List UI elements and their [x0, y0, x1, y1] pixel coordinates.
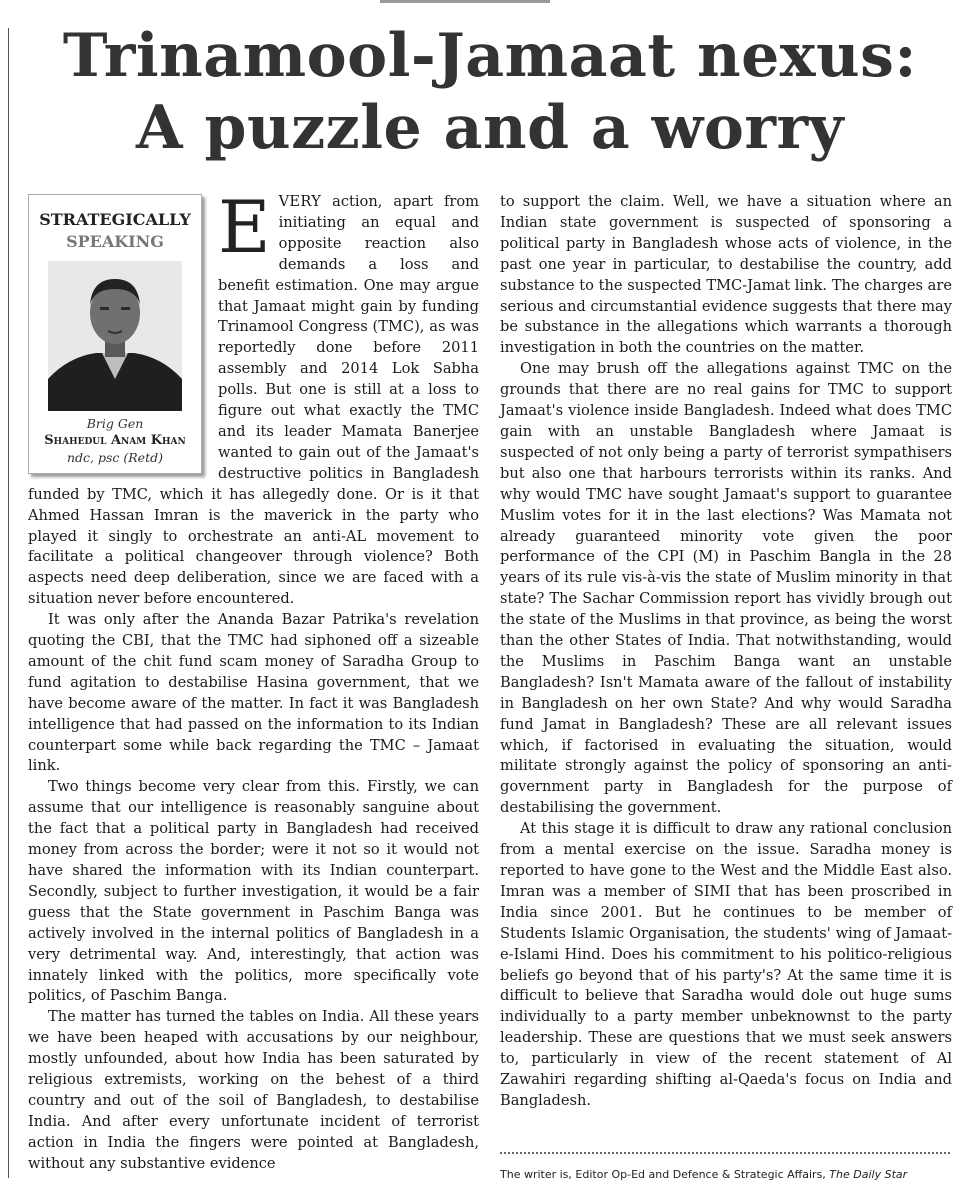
byline-box [28, 194, 202, 474]
headline-line-1: Trinamool-Jamaat nexus: [62, 21, 918, 91]
paragraph-1-text: action, apart from initiating an equal and opposite reaction also demands a loss and benefit estimation. One may argue that Jamaat might gain by funding Trinamool Congress (TMC), as was reportedly done before 2011 assembly and 2014 Lok Sabha polls. But one is still at a loss to figure out what exactly the TMC and its leader Mamata Banerjee wanted to gain out of the Jamaat's destructive politics in Bangladesh funded by TMC, which it has allegedly done. Or is it that Ahmed Hassan Imran is the maverick in the party who played it singly to orchestrate an anti-AL movement to facilitate a political changeover through violence? Both aspects need deep deliberation, since we are faced with a situation never before encountered. [28, 193, 479, 608]
author-credentials: ndc, psc (Retd) [67, 450, 163, 465]
paragraph-3: Two things become very clear from this. Firstly, we can assume that our intelligence is reasonably sanguine about the fact that a political party in Bangladesh had received money from across the border; were it not so it would not have shared the information with its Indian counterpart. Secondly, subject to further investigation, it would be a fair guess that the State government in Paschim Banga was actively involved in the internal politics of Bangladesh in a very detrimental way. And, interestingly, that action was innately linked with the politics, more specifically vote politics, of Paschim Banga. [28, 778, 479, 1005]
paragraph-6: At this stage it is difficult to draw any rational conclusion from a mental exercise on the issue. Saradha money is reported to have gone to the West and the Middle East also. Imran was a member of SIMI that has been proscribed in India since 2001. But he continues to be member of Students Islamic Organisation, the students' wing of Jamaat-e-Islami Hind. Does his commitment to his politico-religious beliefs go beyond that of his party's? At the same time it is difficult to believe that Saradha would dole out huge sums individually to a party member unbeknownst to the party leadership. These are questions that we must seek answers to, particularly in view of the recent statement of Al Zawahiri regarding shifting al-Qaeda's focus on India and Bangladesh. [500, 820, 952, 1109]
paragraph-2: It was only after the Ananda Bazar Patrika's revelation quoting the CBI, that the TMC had siphoned off a sizeable amount of the chit fund scam money of Saradha Group to fund agitation to destabilise Hasina government, that we have become aware of the matter. In fact it was Bangladesh intelligence that had passed on the information to its Indian counterpart some while back regarding the TMC – Jamaat link. [28, 611, 479, 775]
paragraph-4-continued: to support the claim. Well, we have a situation where an Indian state government is suspected of sponsoring a political party in Bangladesh whose acts of violence, in the past one year in particular, to destabilise the country, add substance to the suspected TMC-Jamat link. The charges are serious and circumstantial evidence suggests that there may be substance in the allegations which warrants a thorough investigation in both the countries on the matter. [500, 193, 952, 357]
author-photo [48, 261, 182, 411]
headline [30, 20, 950, 164]
footnote-divider [500, 1152, 950, 1154]
lead-caps: VERY [278, 193, 322, 210]
column-name-line-1: STRATEGICALLY [39, 210, 191, 229]
paragraph-4: The matter has turned the tables on India. All these years we have been heaped with accusations by our neighbour, mostly unfounded, about how India has been saturated by religious extremists, working on the behest of a third country and out of the soil of Bangladesh, to destabilise India. And after every unfortunate incident of terrorist action in India the fingers were pointed at Bangladesh, without any substantive evidence [28, 1008, 479, 1172]
footnote-text: The writer is, Editor Op-Ed and Defence & Strategic Affairs, [500, 1168, 830, 1181]
headline-line-2: A puzzle and a worry [136, 93, 844, 163]
footnote-paper: The Daily Star [829, 1168, 908, 1181]
drop-cap: E [218, 185, 271, 269]
author-name: Shahedul Anam Khan [44, 433, 186, 448]
author-rank: Brig Gen [86, 416, 144, 431]
author-footnote [500, 1168, 960, 1182]
article-column-2 [500, 192, 952, 1112]
top-rule [380, 0, 550, 3]
paragraph-5: One may brush off the allegations against TMC on the grounds that there are no real gains for TMC to support Jamaat's violence inside Bangladesh. Indeed what does TMC gain with an unstable Bangladesh where Jamaat is suspected of not only being a party of terrorist sympathisers but also one that harbours terrorists within its ranks. And why would TMC have sought Jamaat's support to guarantee Muslim votes for it in the last elections? Was Mamata not already guaranteed minority vote given the poor performance of the CPI (M) in Paschim Bangla in the 28 years of its rule vis-à-vis the state of Muslim minority in that state? The Sachar Commission report has vividly brough out the state of the Muslims in that province, as being the worst than the other States of India. That notwithstanding, would the Muslims in Paschim Banga want an unstable Bangladesh? Isn't Mamata aware of the fallout of instability in Bangladesh on her own State? And why would Saradha fund Jamat in Bangladesh? These are all relevant issues which, if factorised in evaluating the situation, would militate strongly against the policy of sponsoring an anti-government party in Bangladesh for the purpose of destabilising the government. [500, 360, 952, 817]
column-rule [8, 28, 9, 1178]
column-name-line-2: SPEAKING [66, 232, 164, 251]
article-column-1 [28, 185, 479, 1175]
